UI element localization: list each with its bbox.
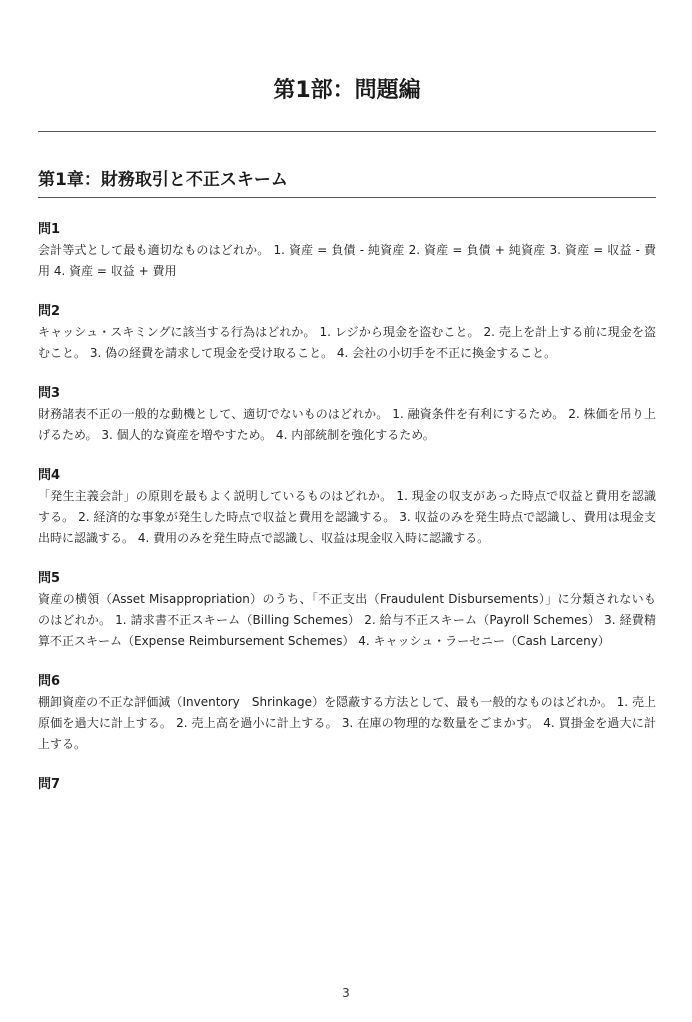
question-list [38, 220, 656, 815]
chapter-title: 第1章：財務取引と不正スキーム [38, 170, 288, 190]
question-3 [38, 384, 656, 446]
question-text: 「発生主義会計」の原則を最もよく説明しているものはどれか。 1. 現金の収支があった時点で収益と費用を認識する。 2. 経済的な事象が発生した時点で収益と費用を認識する。 3. 収益のみを発生時点で認識し、費用は現金支出時に認識する。 4. 費用のみを発生時点で認識し、収益は現金収入時に認識する。 [38, 489, 656, 545]
question-label: 問5 [38, 571, 61, 586]
part-title: 第1部：問題編 [273, 78, 421, 103]
page-number: 3 [342, 986, 350, 1000]
question-text: 財務諸表不正の一般的な動機として、適切でないものはどれか。 1. 融資条件を有利にするため。 2. 株価を吊り上げるため。 3. 個人的な資産を増やすため。 4. 内部統制を強化するため。 [38, 407, 656, 442]
question-2 [38, 302, 656, 364]
question-label: 問4 [38, 468, 61, 483]
question-text: キャッシュ・スキミングに該当する行為はどれか。 1. レジから現金を盗むこと。 2. 売上を計上する前に現金を盗むこと。 3. 偽の経費を請求して現金を受け取ること。 4. 会社の小切手を不正に換金すること。 [38, 325, 656, 360]
question-text: 資産の横領（Asset Misappropriation）のうち、「不正支出（Fraudulent Disbursements）」に分類されないものはどれか。 1. 請求書不正スキーム（Billing Schemes） 2. 給与不正スキーム（Payroll Schemes） 3. 経費精算不正スキーム（Expense Reimbursement Schemes） 4. キャッシュ・ラーセニー（Cash Larceny） [38, 592, 656, 648]
question-label: 問7 [38, 777, 61, 792]
question-label: 問2 [38, 304, 61, 319]
question-label: 問6 [38, 674, 61, 689]
question-5 [38, 569, 656, 652]
title-divider [38, 131, 656, 132]
chapter-divider [38, 197, 656, 198]
question-label: 問1 [38, 222, 61, 237]
question-text: 棚卸資産の不正な評価減（Inventory Shrinkage）を隠蔽する方法として、最も一般的なものはどれか。 1. 売上原価を過大に計上する。 2. 売上高を過小に計上する。 3. 在庫の物理的な数量をごまかす。 4. 買掛金を過大に計上する。 [38, 695, 656, 751]
question-1 [38, 220, 656, 282]
question-text: 会計等式として最も適切なものはどれか。 1. 資産 = 負債 - 純資産 2. 資産 = 負債 + 純資産 3. 資産 = 収益 - 費用 4. 資産 = 収益 + 費用 [38, 243, 656, 278]
question-6 [38, 672, 656, 755]
question-7 [38, 775, 656, 795]
question-label: 問3 [38, 386, 61, 401]
question-4 [38, 466, 656, 549]
